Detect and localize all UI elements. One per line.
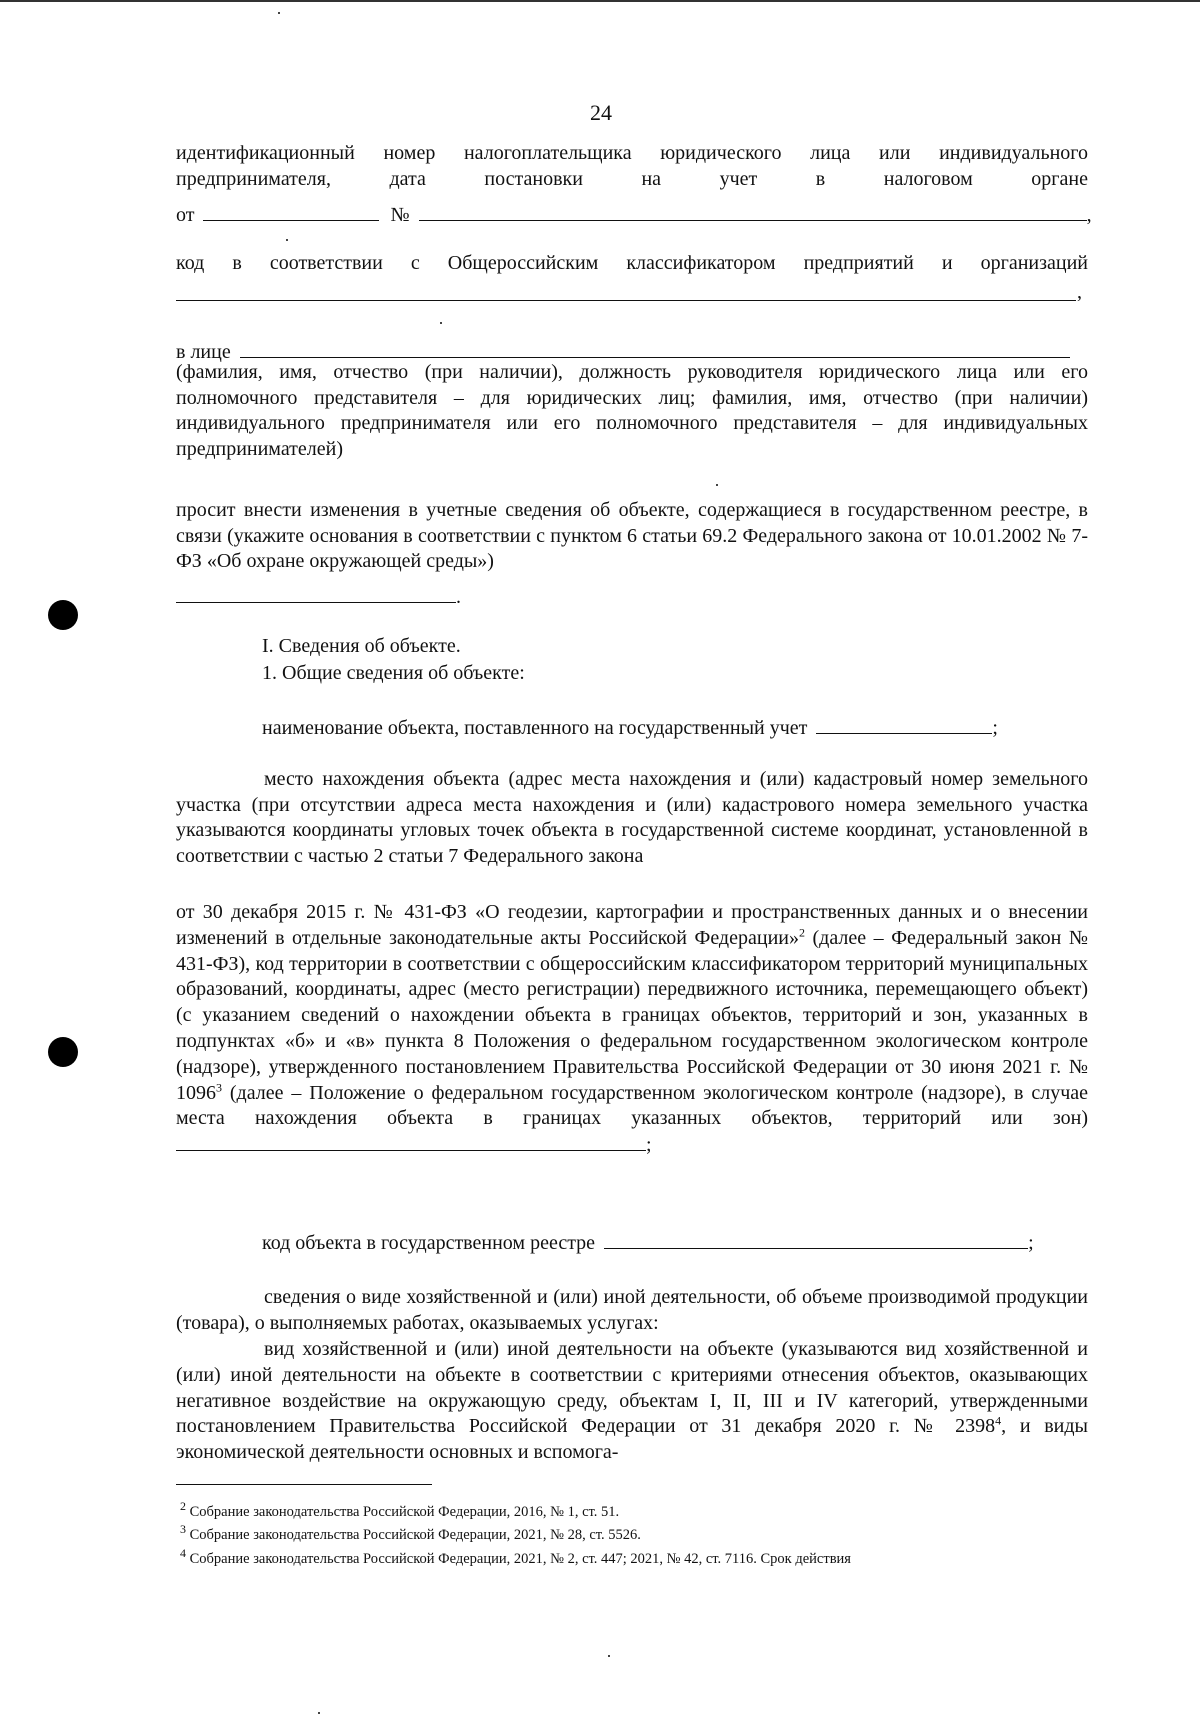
registry-code-field[interactable] bbox=[604, 1228, 1028, 1249]
footnote: $^2$ Собрание законодательства Российской Федерации, 2016, № 1, ст. 51. bbox=[180, 1499, 620, 1520]
word: органе bbox=[1031, 168, 1088, 190]
scan-top-edge bbox=[0, 0, 1200, 2]
footnote: $^4$ Собрание законодательства Российской Федерации, 2021, № 2, ст. 447; 2021, № 42, ст. 7116. Срок действия bbox=[180, 1546, 851, 1567]
punch-hole-lower bbox=[48, 1037, 78, 1067]
number-label: № bbox=[390, 204, 410, 226]
semicolon: ; bbox=[1028, 1232, 1034, 1254]
word: в bbox=[232, 252, 242, 274]
location-text-c: (далее – Положение о федеральном государственном экологическом контроле (надзоре), в случае места нахождения объекта в границах указанных объектов, территорий или зон) bbox=[176, 1081, 1088, 1130]
scan-speck bbox=[318, 1712, 320, 1714]
footnote-ref-2: 2 bbox=[798, 925, 805, 940]
punch-hole-upper bbox=[48, 600, 78, 630]
semicolon: ; bbox=[992, 717, 998, 739]
footnote-rule bbox=[176, 1484, 432, 1485]
scan-speck bbox=[716, 484, 718, 486]
okpo-comma: , bbox=[1077, 281, 1082, 303]
object-name-label: наименование объекта, поставленного на государственный учет bbox=[262, 717, 808, 739]
activity-text-b: , и виды экономической деятельности основных и вспомога- bbox=[176, 1415, 1088, 1464]
okpo-code-field[interactable] bbox=[176, 300, 1076, 301]
scan-speck bbox=[286, 239, 288, 241]
comma: , bbox=[1086, 204, 1092, 226]
footnote: $^3$ Собрание законодательства Российской Федерации, 2021, № 28, ст. 5526. bbox=[180, 1522, 641, 1543]
subsection-title: 1. Общие сведения об объекте: bbox=[262, 662, 525, 684]
period: . bbox=[456, 586, 461, 608]
word: на bbox=[641, 168, 662, 190]
from-label: от bbox=[176, 204, 195, 226]
word: учет bbox=[719, 168, 758, 190]
word: классификатором bbox=[626, 252, 776, 274]
footnote-ref-3: 3 bbox=[216, 1079, 222, 1094]
word: постановки bbox=[484, 168, 583, 190]
word: соответствии bbox=[269, 252, 383, 274]
okpo-line bbox=[176, 250, 1088, 276]
location-paragraph-2 bbox=[176, 900, 1088, 1159]
request-text: просит внести изменения в учетные сведения об объекте, содержащиеся в государственном реестре, в связи (укажите основания в соответствии с пунктом 6 статьи 69.2 Федерального закона от 10.01.2002 № 7-ФЗ «Об охране окружающей среды») bbox=[176, 499, 1088, 572]
word: в bbox=[815, 168, 826, 190]
word: с bbox=[410, 252, 420, 274]
location-field[interactable] bbox=[176, 1132, 646, 1151]
request-basis-field[interactable] bbox=[176, 582, 456, 603]
object-name-field[interactable] bbox=[816, 713, 992, 734]
registration-date-fields bbox=[176, 200, 1092, 226]
date-field[interactable] bbox=[203, 200, 379, 221]
in-person-note: (фамилия, имя, отчество (при наличии), должность руководителя юридического лица или его полномочного представителя – для юридических лиц; фамилия, имя, отчество (при наличии) индивидуального предпринимателя или его полномочного представителя – для индивидуальных предпринимателей) bbox=[176, 361, 1088, 460]
location-paragraph-1: место нахождения объекта (адрес места нахождения и (или) кадастровый номер земельного участка (при отсутствии адреса места нахождения и (или) кадастрового номера земельного участка указываются координаты угловых точек объекта в государственной системе координат, установленной в соответствии с частью 2 статьи 7 Федерального закона bbox=[176, 768, 1088, 867]
registry-code-label: код объекта в государственном реестре bbox=[262, 1232, 596, 1254]
scan-speck bbox=[440, 322, 442, 324]
activity-intro: сведения о виде хозяйственной и (или) иной деятельности, об объеме производимой продукции (товара), о выполняемых работах, оказываемых услугах: bbox=[176, 1286, 1088, 1334]
section-title: I. Сведения об объекте. bbox=[262, 635, 461, 657]
word: и bbox=[941, 252, 953, 274]
location-text-b: (далее – Федеральный закон № 431-ФЗ), код территории в соответствии с общероссийским классификатором территорий муниципальных образований, координаты, адрес (место регистрации) передвижного источника, перемещающего объект) (с указанием сведений о нахождении объекта в границах объектов, территорий и зон, указанных в подпунктах «б» и «в» пункта 8 Положения о федеральном государственном экологическом контроле (надзоре), утвержденного постановлением Правительства Российской Федерации от 30 июня 2021 г. № 1096 bbox=[176, 926, 1088, 1104]
registration-number-field[interactable] bbox=[419, 200, 1087, 221]
scan-speck bbox=[608, 1655, 610, 1657]
inn-line: идентификационный номер налогоплательщика юридического лица или индивидуального bbox=[176, 142, 1088, 164]
registration-date-line bbox=[176, 166, 1088, 192]
word: налоговом bbox=[883, 168, 973, 190]
footnote-ref-4: 4 bbox=[995, 1413, 1002, 1428]
activity-text-a: вид хозяйственной и (или) иной деятельности на объекте (указываются вид хозяйственной и (или) иной деятельности на объекте в соответствии с критериями отнесения объектов, оказывающих негативное воздействие на окружающую среду, объектам I, II, III и IV категорий, утвержденными постановлением Правительства Российской Федерации от 31 декабря 2020 г. № 2398 bbox=[176, 1338, 1088, 1438]
in-person-field[interactable] bbox=[240, 337, 1070, 358]
scan-speck bbox=[278, 12, 280, 14]
object-name-line bbox=[262, 713, 1088, 739]
word: предприятий bbox=[803, 252, 914, 274]
word: код bbox=[176, 252, 205, 274]
word: предпринимателя, bbox=[176, 168, 331, 190]
request-basis-line bbox=[176, 582, 1088, 608]
in-person-label: в лице bbox=[176, 341, 231, 363]
activity-type-paragraph bbox=[176, 1337, 1088, 1466]
semicolon: ; bbox=[646, 1134, 652, 1157]
word: Общероссийским bbox=[447, 252, 599, 274]
location-text-a: от 30 декабря 2015 г. № 431-ФЗ «О геодезии, картографии и пространственных данных и о внесении изменений в отдельные законодательные акты Российской Федерации» bbox=[176, 901, 1088, 949]
registry-code-line bbox=[262, 1228, 1088, 1254]
word: организаций bbox=[980, 252, 1088, 274]
page-number: 24 bbox=[590, 100, 612, 125]
word: дата bbox=[389, 168, 426, 190]
